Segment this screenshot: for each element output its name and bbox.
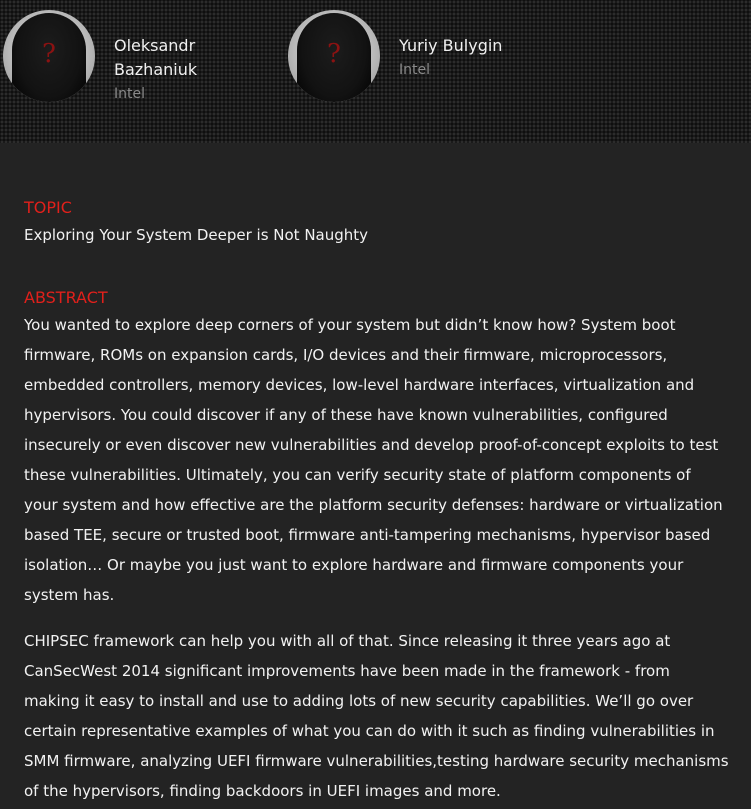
abstract-paragraph: You wanted to explore deep corners of your system but didn’t know how? System boot firmware, ROMs on expansion cards, I/O devices and their firmware, microprocessors, embedded controllers, memory devices, low-level hardware interfaces, virtualization and hypervisors. You could discover if any of these have known vulnerabilities, configured insecurely or even discover new vulnerabilities and develop proof-of-concept exploits to test these vulnerabilities. Ultimately, you can verify security state of platform components of your system and how effective are the platform security defenses: hardware or virtualization based TEE, secure or trusted boot, firmware anti-tampering mechanisms, hypervisor based isolation… Or maybe you just want to explore hardware and firmware components your system has.: [24, 316, 723, 604]
speaker-name-line-1: Yuriy Bulygin: [399, 36, 503, 55]
speaker-name[interactable]: [399, 34, 569, 58]
abstract-paragraph: CHIPSEC framework can help you with all of that. Since releasing it three years ago at CanSecWest 2014 significant improvements have been made in the framework - from making it easy to install and use to adding lots of new security capabilities. We’ll go over certain representative examples of what you can do with it such as finding vulnerabilities in SMM firmware, analyzing UEFI firmware vulnerabilities,testing hardware security mechanisms of the hypervisors, finding backdoors in UEFI images and more.: [24, 632, 729, 800]
abstract-heading: ABSTRACT: [24, 288, 108, 307]
question-mark-icon: ?: [327, 39, 341, 69]
speaker-name-line-1: Oleksandr: [114, 36, 196, 55]
speaker-info: [114, 34, 284, 106]
hooded-person-icon: [297, 13, 371, 102]
speaker-organization: Intel: [399, 62, 430, 78]
speaker-name-line-2: Bazhaniuk: [114, 60, 198, 79]
question-mark-icon: ?: [42, 39, 56, 69]
topic-heading: TOPIC: [24, 198, 72, 217]
speaker-organization: Intel: [114, 86, 145, 102]
topic-title: Exploring Your System Deeper is Not Naughty: [24, 226, 369, 244]
hooded-person-icon: [12, 13, 86, 102]
speaker-avatar[interactable]: [3, 10, 95, 102]
talk-details: [24, 196, 729, 806]
speakers-band: [0, 0, 751, 143]
speaker-info: [399, 34, 569, 82]
speaker-name[interactable]: [114, 34, 284, 82]
speaker-avatar[interactable]: [288, 10, 380, 102]
